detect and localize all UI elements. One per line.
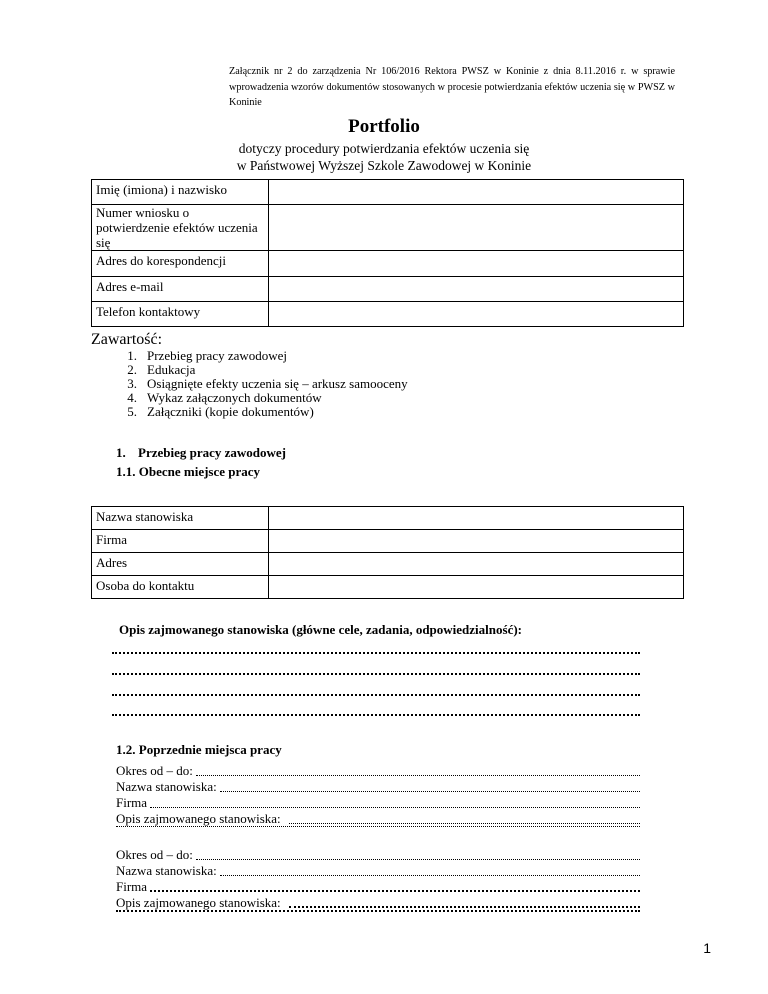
table-row [92,507,684,530]
subtitle-line: w Państwowej Wyższej Szkole Zawodowej w Koninie [236,158,532,173]
contact-person-field[interactable] [269,576,684,599]
field-label: Firma [116,879,148,894]
section-title: Przebieg pracy zawodowej [138,445,287,460]
table-row [92,576,684,599]
table-label: Osoba do kontaktu [92,576,269,599]
table-row [92,530,684,553]
dotted-line[interactable] [112,714,640,716]
field-label: Nazwa stanowiska: [116,863,217,878]
field-label: Nazwa stanowiska: [116,779,217,794]
description-line[interactable] [116,896,640,910]
list-number: 3. [127,376,137,391]
field-label: Firma [116,795,148,810]
list-text: Przebieg pracy zawodowej [147,348,288,363]
company-address-field[interactable] [269,553,684,576]
list-text: Wykaz załączonych dokumentów [147,390,322,405]
phone-field[interactable] [269,302,684,327]
personal-data-table [91,179,684,327]
table-label: Telefon kontaktowy [92,302,269,327]
list-text: Osiągnięte efekty uczenia się – arkusz samooceny [147,376,408,391]
current-job-table [91,506,684,599]
position-line[interactable] [116,780,640,794]
header-note: Załącznik nr 2 do zarządzenia Nr 106/2016 Rektora PWSZ w Koninie z dnia 8.11.2016 r. w sprawie wprowadzenia wzorów dokumentów stosowanych w procesie potwierdzania efektów uczenia się w PWSZ w Koninie [229,66,675,108]
table-row [92,251,684,277]
section-number: 1. [116,445,126,460]
table-label: Nazwa stanowiska [92,507,269,530]
subsection-heading: 1.2. Poprzednie miejsca pracy [116,742,282,757]
list-text: Edukacja [147,362,196,377]
list-number: 4. [127,390,137,405]
position-line[interactable] [116,864,640,878]
table-label: Firma [92,530,269,553]
list-item [110,405,408,419]
section-heading [116,445,286,461]
period-line[interactable] [116,848,640,862]
subtitle [0,140,768,174]
table-label: Adres [92,553,269,576]
name-field[interactable] [269,180,684,205]
table-label: Numer wniosku o potwierdzenie efektów uczenia się [92,205,269,251]
company-line[interactable] [116,796,640,810]
list-number: 1. [127,348,137,363]
list-item [110,391,408,405]
subsection-heading: 1.1. Obecne miejsce pracy [116,464,261,479]
description-line-2[interactable] [116,910,640,914]
table-label: Adres do korespondencji [92,251,269,277]
list-number: 2. [127,362,137,377]
address-field[interactable] [269,251,684,277]
list-number: 5. [127,404,137,419]
list-item [110,349,408,363]
dotted-line[interactable] [112,652,640,654]
subtitle-line: dotyczy procedury potwierdzania efektów uczenia się [238,141,530,156]
dotted-line[interactable] [112,673,640,675]
table-row [92,205,684,251]
table-row [92,180,684,205]
list-text: Załączniki (kopie dokumentów) [147,404,314,419]
email-field[interactable] [269,277,684,302]
page-title: Portfolio [348,116,420,137]
table-label: Adres e-mail [92,277,269,302]
contents-list [110,349,408,419]
application-number-field[interactable] [269,205,684,251]
field-label: Okres od – do: [116,847,193,862]
page-number: 1 [703,940,711,956]
field-label: Okres od – do: [116,763,193,778]
table-label: Imię (imiona) i nazwisko [92,180,269,205]
contents-title: Zawartość: [91,331,163,348]
description-line[interactable] [116,812,640,826]
list-item [110,377,408,391]
company-field[interactable] [269,530,684,553]
field-label: Opis zajmowanego stanowiska: [116,811,281,826]
dotted-line[interactable] [112,694,640,696]
position-field[interactable] [269,507,684,530]
table-row [92,553,684,576]
list-item [110,363,408,377]
period-line[interactable] [116,764,640,778]
field-label: Opis zajmowanego stanowiska: [116,895,281,910]
table-row [92,302,684,327]
description-line-2[interactable] [116,826,640,829]
table-row [92,277,684,302]
job-description-label: Opis zajmowanego stanowiska (główne cele, zadania, odpowiedzialność): [119,622,522,637]
company-line[interactable] [116,880,640,894]
